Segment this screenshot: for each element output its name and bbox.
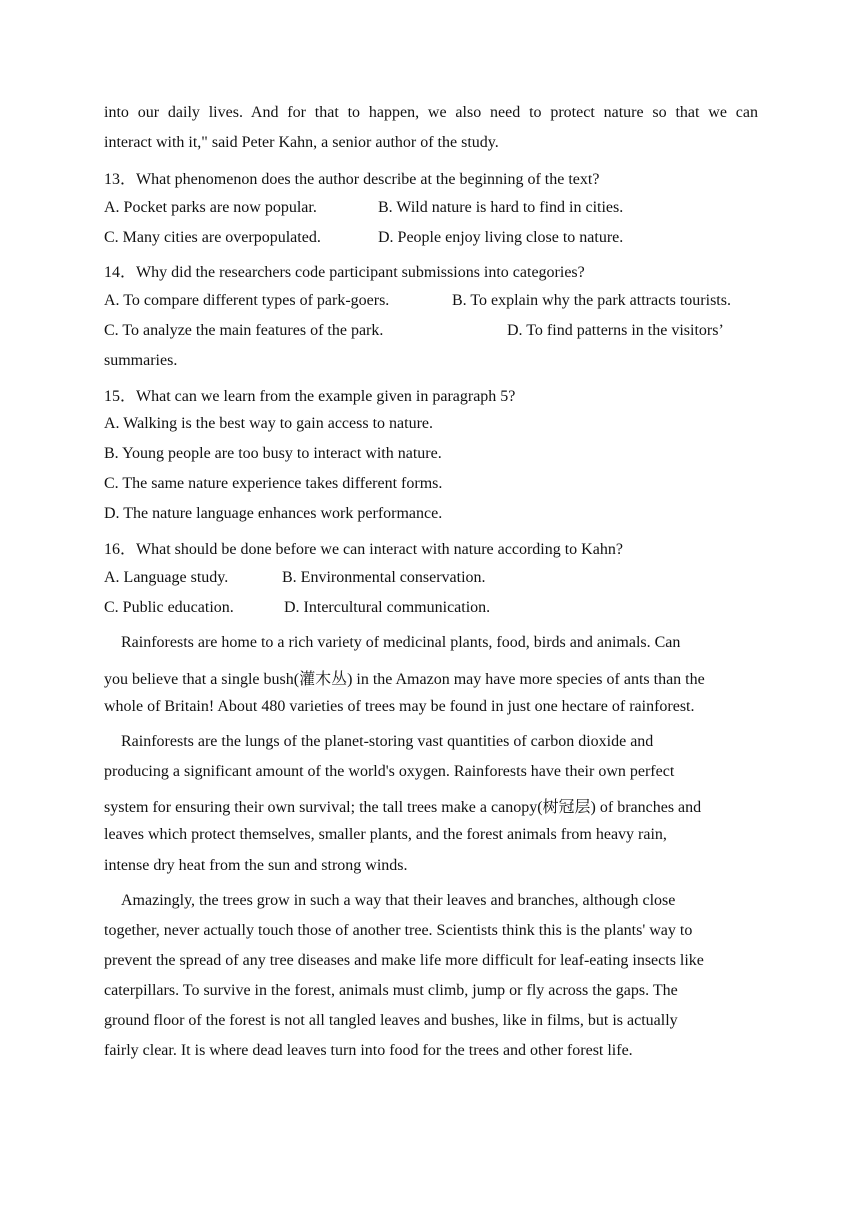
passage-p1-line-1: Rainforests are home to a rich variety of medicinal plants, food, birds and animals. Can bbox=[121, 634, 681, 651]
q16-option-c: C. Public education. bbox=[104, 599, 234, 616]
q13-option-b: B. Wild nature is hard to find in cities. bbox=[378, 199, 624, 216]
question-16 bbox=[104, 536, 623, 559]
question-number: 15． bbox=[104, 388, 137, 405]
passage-p2-line-5: intense dry heat from the sun and strong winds. bbox=[104, 857, 408, 874]
question-number: 16． bbox=[104, 541, 137, 558]
passage-p3-line-1: Amazingly, the trees grow in such a way that their leaves and branches, although close bbox=[121, 892, 676, 909]
passage-p2-line-2: producing a significant amount of the world's oxygen. Rainforests have their own perfect bbox=[104, 763, 675, 780]
q14-option-d: D. To find patterns in the visitors’ bbox=[507, 322, 724, 339]
q16-option-b: B. Environmental conservation. bbox=[282, 569, 486, 586]
passage-p3-line-2: together, never actually touch those of another tree. Scientists think this is the plants' way to bbox=[104, 922, 693, 939]
q15-option-c: C. The same nature experience takes different forms. bbox=[104, 475, 443, 492]
passage-p1-line-2: you believe that a single bush(灌木丛) in the Amazon may have more species of ants than the bbox=[104, 671, 705, 688]
q14-option-a: A. To compare different types of park-goers. bbox=[104, 292, 390, 309]
quote-line-2: interact with it," said Peter Kahn, a senior author of the study. bbox=[104, 134, 499, 151]
passage-p3-line-5: ground floor of the forest is not all tangled leaves and bushes, like in films, but is actually bbox=[104, 1012, 678, 1029]
q13-option-d: D. People enjoy living close to nature. bbox=[378, 229, 624, 246]
q15-option-b: B. Young people are too busy to interact with nature. bbox=[104, 445, 442, 462]
question-text: What can we learn from the example given in paragraph 5? bbox=[136, 388, 516, 405]
question-text: Why did the researchers code participant submissions into categories? bbox=[136, 264, 585, 281]
question-text: What should be done before we can interact with nature according to Kahn? bbox=[136, 541, 623, 558]
q14-option-c: C. To analyze the main features of the park. bbox=[104, 322, 384, 339]
passage-p1-line-3: whole of Britain! About 480 varieties of trees may be found in just one hectare of rainforest. bbox=[104, 698, 695, 715]
passage-p3-line-4: caterpillars. To survive in the forest, animals must climb, jump or fly across the gaps. The bbox=[104, 982, 678, 999]
q13-option-a: A. Pocket parks are now popular. bbox=[104, 199, 317, 216]
question-number: 13． bbox=[104, 171, 137, 188]
q14-option-d-continued: summaries. bbox=[104, 352, 178, 369]
q14-option-b: B. To explain why the park attracts tourists. bbox=[452, 292, 731, 309]
question-15 bbox=[104, 383, 515, 406]
q16-option-a: A. Language study. bbox=[104, 569, 229, 586]
q13-option-c: C. Many cities are overpopulated. bbox=[104, 229, 321, 246]
passage-p2-line-1: Rainforests are the lungs of the planet-storing vast quantities of carbon dioxide and bbox=[121, 733, 654, 750]
passage-p3-line-6: fairly clear. It is where dead leaves turn into food for the trees and other forest life. bbox=[104, 1042, 633, 1059]
q15-option-d: D. The nature language enhances work performance. bbox=[104, 505, 443, 522]
q15-option-a: A. Walking is the best way to gain access to nature. bbox=[104, 415, 433, 432]
passage-p3-line-3: prevent the spread of any tree diseases and make life more difficult for leaf-eating insects like bbox=[104, 952, 704, 969]
q16-option-d: D. Intercultural communication. bbox=[284, 599, 491, 616]
question-13 bbox=[104, 166, 599, 189]
question-14 bbox=[104, 259, 585, 282]
quote-line-1: into our daily lives. And for that to happen, we also need to protect nature so that we can bbox=[104, 104, 758, 121]
question-number: 14． bbox=[104, 264, 137, 281]
passage-p2-line-4: leaves which protect themselves, smaller plants, and the forest animals from heavy rain, bbox=[104, 826, 667, 843]
passage-p2-line-3: system for ensuring their own survival; the tall trees make a canopy(树冠层) of branches and bbox=[104, 799, 702, 816]
question-text: What phenomenon does the author describe at the beginning of the text? bbox=[136, 171, 600, 188]
